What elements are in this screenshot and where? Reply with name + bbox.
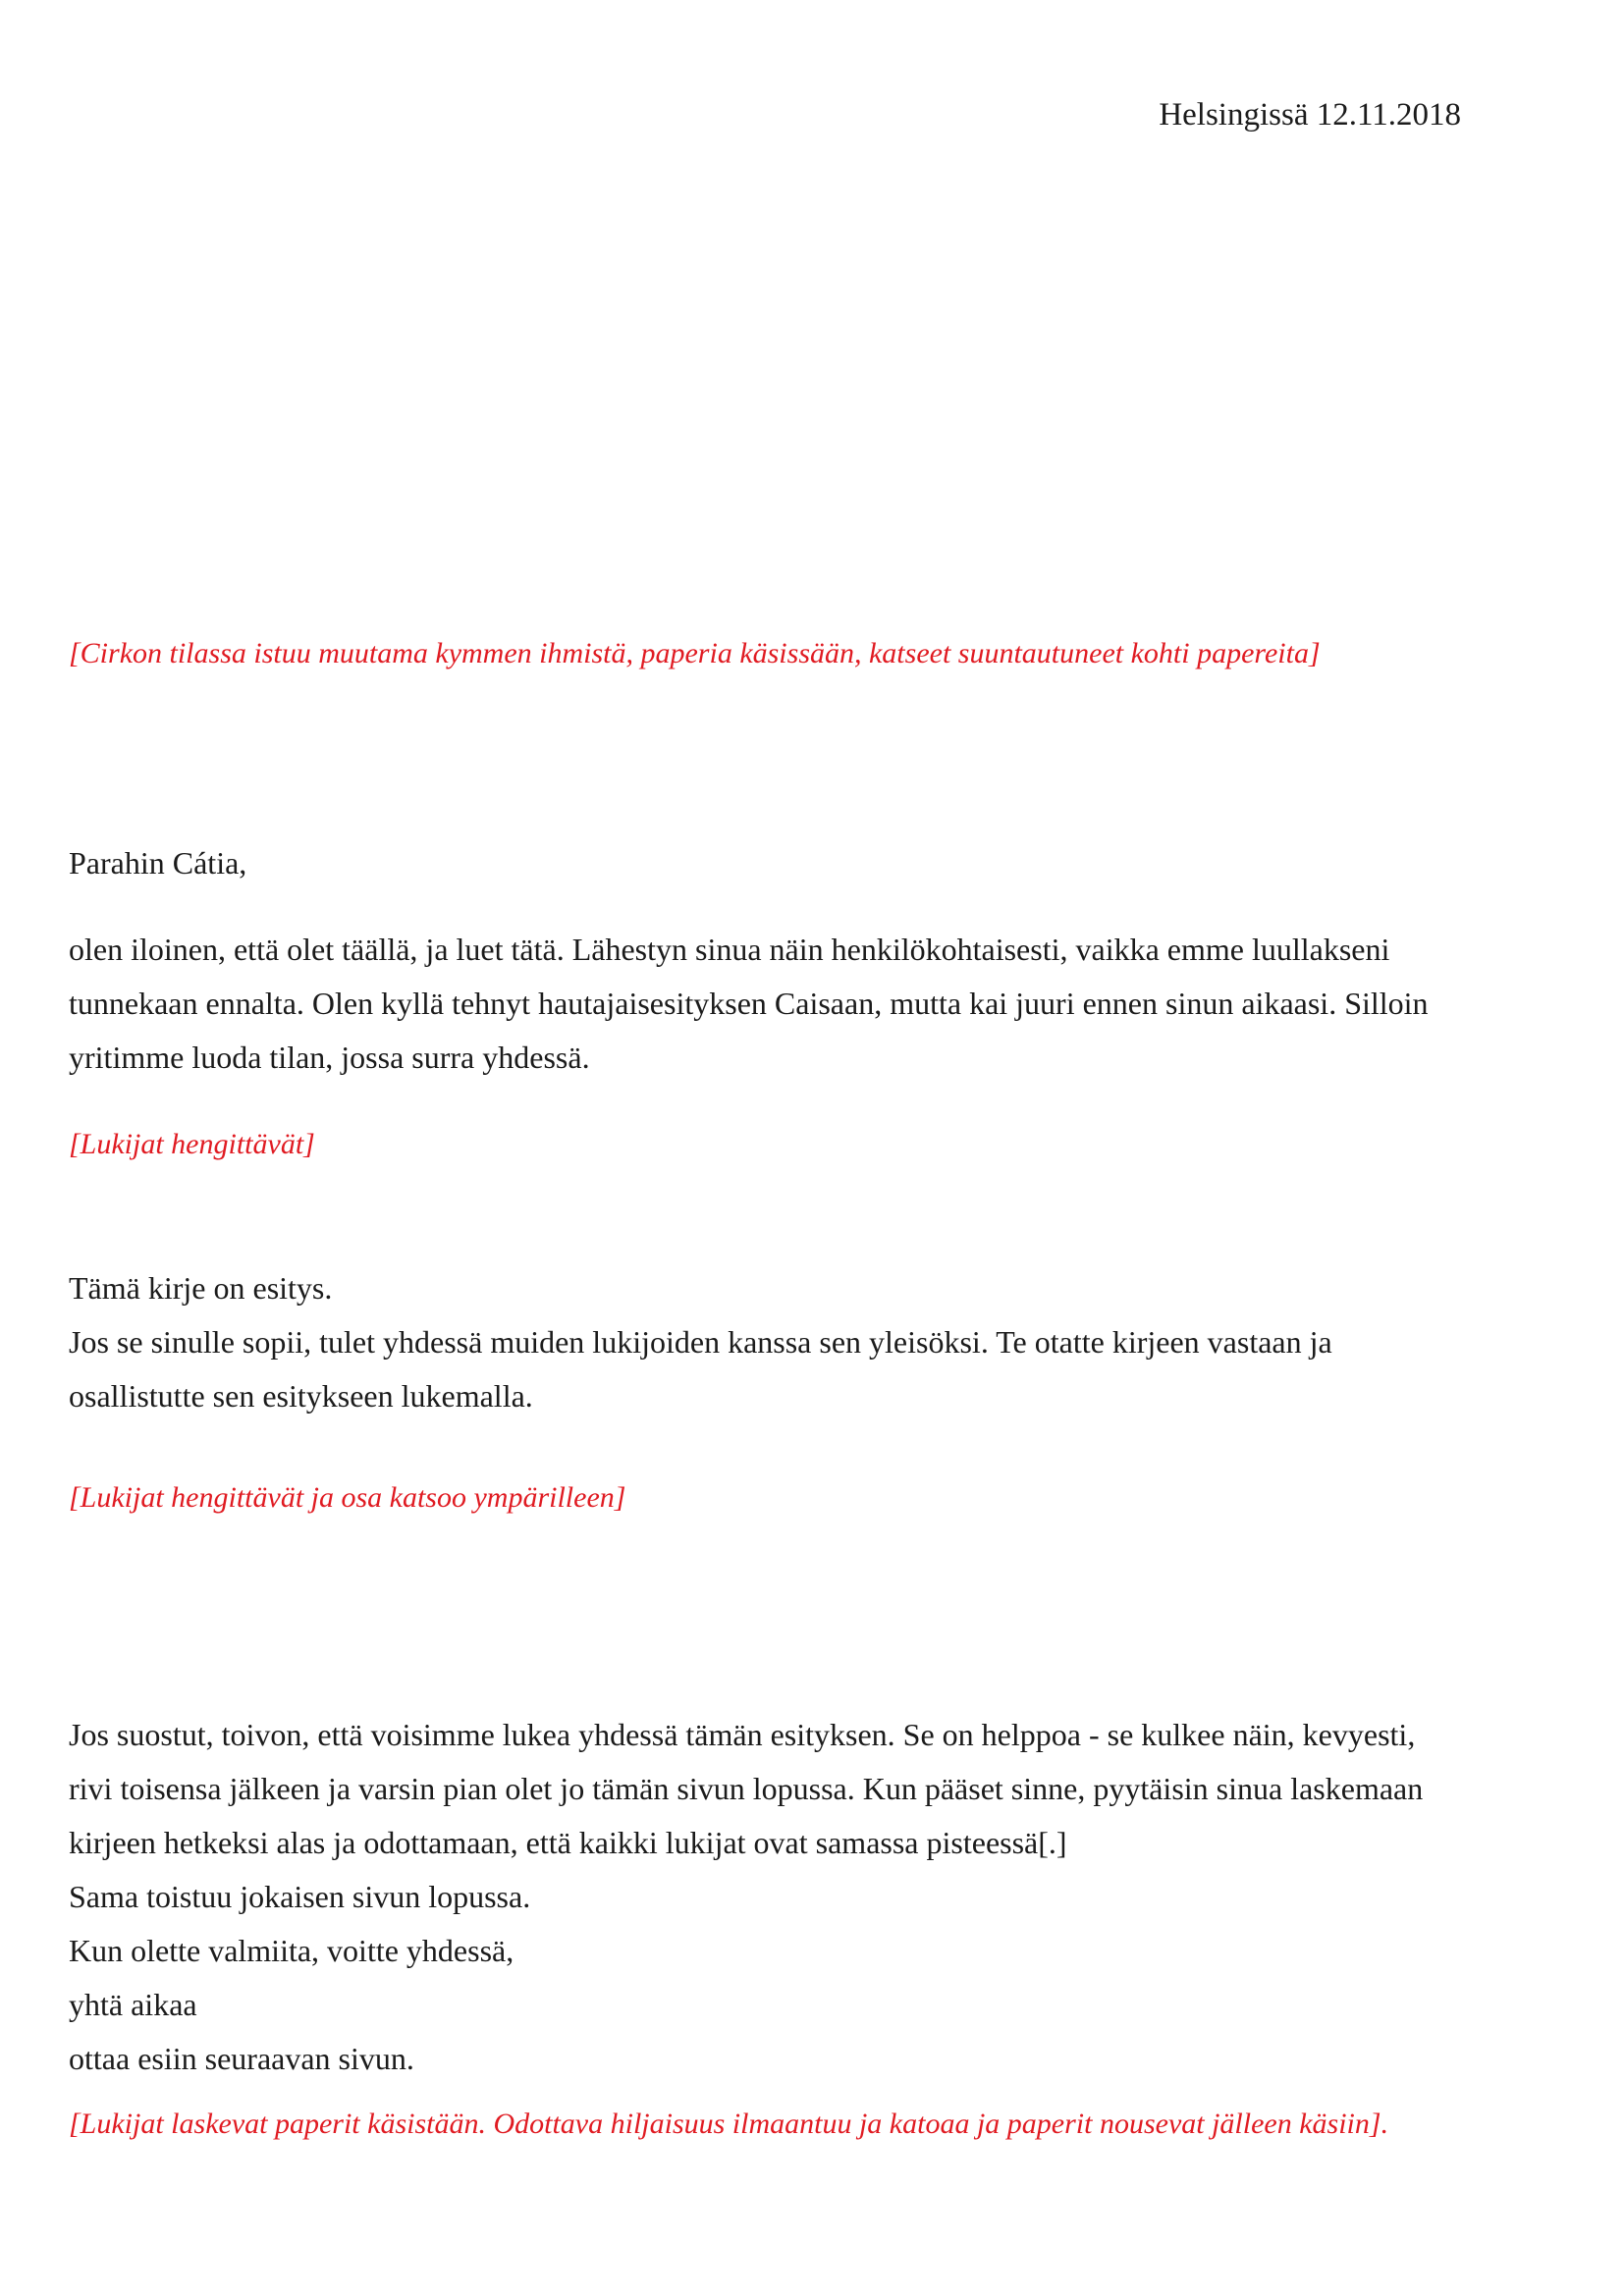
- stage-direction-closing: [Lukijat laskevat paperit käsistään. Odottava hiljaisuus ilmaantuu ja katoaa ja paperit nousevat jälleen käsiin].: [69, 2108, 1389, 2140]
- text-line: tunnekaan ennalta. Olen kyllä tehnyt hautajaisesityksen Caisaan, mutta kai juuri ennen sinun aikaasi. Silloin: [69, 986, 1429, 1021]
- date-line: Helsingissä 12.11.2018: [1159, 97, 1461, 133]
- text-line: ottaa esiin seuraavan sivun.: [69, 2041, 414, 2076]
- text-line: olen iloinen, että olet täällä, ja luet tätä. Lähestyn sinua näin henkilökohtaisesti, vaikka emme luullakseni: [69, 932, 1390, 967]
- paragraph-instructions: [69, 1708, 1526, 2086]
- paragraph-performance: [69, 1261, 1526, 1423]
- text-line: kirjeen hetkeksi alas ja odottamaan, että kaikki lukijat ovat samassa pisteessä[.]: [69, 1825, 1067, 1860]
- text-line: yhtä aikaa: [69, 1987, 197, 2022]
- text-line: Jos se sinulle sopii, tulet yhdessä muiden lukijoiden kanssa sen yleisöksi. Te otatte kirjeen vastaan ja: [69, 1324, 1332, 1360]
- stage-direction-breath: [Lukijat hengittävät]: [69, 1128, 315, 1160]
- text-line: Sama toistuu jokaisen sivun lopussa.: [69, 1879, 531, 1914]
- text-line: yritimme luoda tilan, jossa surra yhdessä.: [69, 1040, 590, 1075]
- text-line: Tämä kirje on esitys.: [69, 1270, 333, 1306]
- stage-direction-opening: [Cirkon tilassa istuu muutama kymmen ihmistä, paperia käsissään, katseet suuntautuneet kohti papereita]: [69, 637, 1321, 669]
- text-line: Kun olette valmiita, voitte yhdessä,: [69, 1933, 514, 1968]
- stage-direction-look-around: [Lukijat hengittävät ja osa katsoo ympärilleen]: [69, 1481, 626, 1514]
- paragraph-intro: [69, 923, 1526, 1085]
- text-line: rivi toisensa jälkeen ja varsin pian olet jo tämän sivun lopussa. Kun pääset sinne, pyytäisin sinua laskemaan: [69, 1771, 1424, 1806]
- salutation: Parahin Cátia,: [69, 845, 247, 881]
- text-line: Jos suostut, toivon, että voisimme lukea yhdessä tämän esityksen. Se on helppoa - se kulkee näin, kevyesti,: [69, 1717, 1416, 1752]
- text-line: osallistutte sen esitykseen lukemalla.: [69, 1378, 533, 1414]
